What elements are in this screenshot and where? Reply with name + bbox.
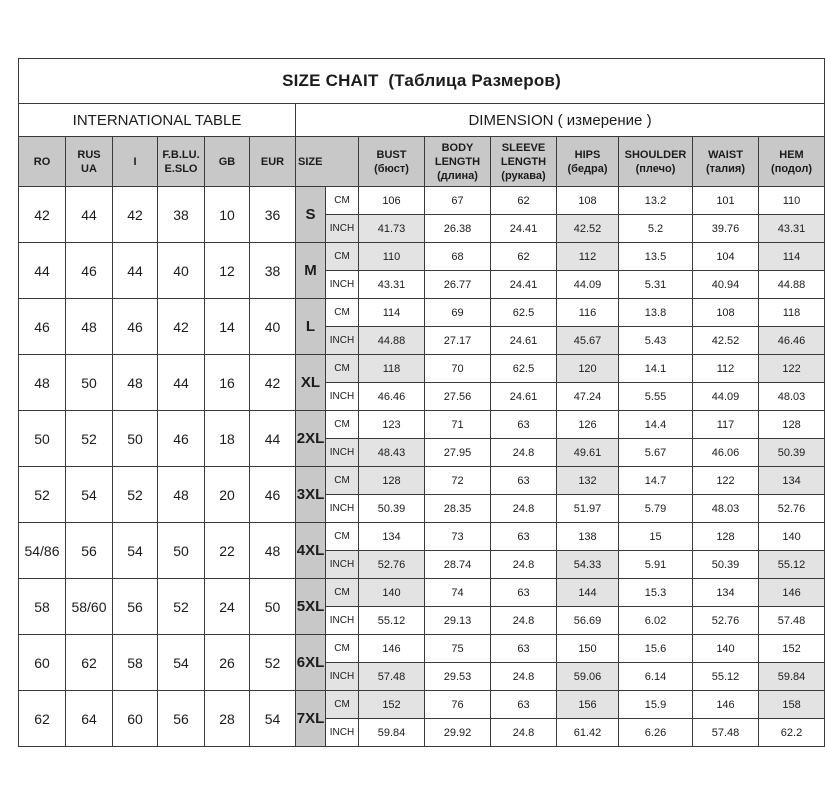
unit-label-inch: INCH [326, 327, 359, 355]
dimension-column-header-line: HEM [779, 148, 804, 161]
dimension-column-header-line: (талия) [706, 162, 745, 175]
intl-size-cell: 52 [19, 467, 66, 523]
intl-size-cell: 54 [66, 467, 113, 523]
cm-value-cell: 138 [557, 523, 619, 551]
inch-value-cell: 29.13 [425, 607, 491, 635]
size-label: M [296, 243, 326, 299]
cm-value-cell: 114 [359, 299, 425, 327]
dimension-column-header [491, 137, 557, 187]
cm-value-cell: 120 [557, 355, 619, 383]
unit-label-cm: CM [326, 243, 359, 271]
cm-value-cell: 13.2 [619, 187, 693, 215]
cm-value-cell: 140 [759, 523, 825, 551]
intl-size-cell: 28 [205, 691, 250, 747]
inch-value-cell: 29.53 [425, 663, 491, 691]
unit-label-cm: CM [326, 523, 359, 551]
intl-size-cell: 52 [158, 579, 205, 635]
intl-size-cell: 56 [158, 691, 205, 747]
cm-value-cell: 67 [425, 187, 491, 215]
cm-value-cell: 152 [359, 691, 425, 719]
size-label: 6XL [296, 635, 326, 691]
inch-value-cell: 24.8 [491, 719, 557, 747]
inch-value-cell: 5.67 [619, 439, 693, 467]
inch-value-cell: 24.41 [491, 215, 557, 243]
size-label: S [296, 187, 326, 243]
unit-label-cm: CM [326, 299, 359, 327]
cm-value-cell: 108 [557, 187, 619, 215]
cm-value-cell: 68 [425, 243, 491, 271]
unit-label-inch: INCH [326, 551, 359, 579]
intl-size-cell: 18 [205, 411, 250, 467]
inch-value-cell: 24.41 [491, 271, 557, 299]
cm-value-cell: 72 [425, 467, 491, 495]
inch-value-cell: 52.76 [359, 551, 425, 579]
cm-value-cell: 63 [491, 467, 557, 495]
dimension-column-header-line: BUST [376, 148, 407, 161]
dimension-column-header-line: LENGTH [500, 155, 547, 168]
table-row [19, 355, 825, 383]
cm-value-cell: 14.1 [619, 355, 693, 383]
table-row [19, 299, 825, 327]
intl-size-cell: 12 [205, 243, 250, 299]
chart-title-sub: (Таблица Размеров) [388, 71, 561, 90]
intl-size-cell: 44 [113, 243, 158, 299]
intl-column-header-line: I [133, 155, 137, 168]
intl-size-cell: 44 [250, 411, 296, 467]
chart-title [19, 59, 825, 104]
inch-value-cell: 43.31 [759, 215, 825, 243]
size-label: 5XL [296, 579, 326, 635]
intl-size-cell: 52 [113, 467, 158, 523]
table-row [19, 691, 825, 719]
inch-value-cell: 59.84 [359, 719, 425, 747]
cm-value-cell: 158 [759, 691, 825, 719]
inch-value-cell: 5.55 [619, 383, 693, 411]
inch-value-cell: 29.92 [425, 719, 491, 747]
table-row [19, 467, 825, 495]
intl-size-cell: 48 [66, 299, 113, 355]
unit-label-inch: INCH [326, 495, 359, 523]
unit-label-inch: INCH [326, 383, 359, 411]
inch-value-cell: 6.26 [619, 719, 693, 747]
inch-value-cell: 24.8 [491, 439, 557, 467]
unit-label-cm: CM [326, 467, 359, 495]
intl-size-cell: 60 [19, 635, 66, 691]
cm-value-cell: 108 [693, 299, 759, 327]
intl-size-cell: 50 [250, 579, 296, 635]
inch-value-cell: 59.06 [557, 663, 619, 691]
intl-size-cell: 56 [66, 523, 113, 579]
inch-value-cell: 5.91 [619, 551, 693, 579]
intl-size-cell: 38 [158, 187, 205, 243]
inch-value-cell: 56.69 [557, 607, 619, 635]
size-chart [18, 58, 812, 747]
cm-value-cell: 126 [557, 411, 619, 439]
inch-value-cell: 48.03 [759, 383, 825, 411]
intl-size-cell: 38 [250, 243, 296, 299]
inch-value-cell: 44.09 [557, 271, 619, 299]
intl-size-cell: 20 [205, 467, 250, 523]
inch-value-cell: 50.39 [693, 551, 759, 579]
intl-size-cell: 46 [66, 243, 113, 299]
cm-value-cell: 112 [557, 243, 619, 271]
unit-label-cm: CM [326, 411, 359, 439]
intl-column-header [205, 137, 250, 187]
dimension-column-header-line: SLEEVE [501, 141, 546, 154]
intl-size-cell: 16 [205, 355, 250, 411]
inch-value-cell: 27.95 [425, 439, 491, 467]
cm-value-cell: 101 [693, 187, 759, 215]
inch-value-cell: 24.8 [491, 495, 557, 523]
cm-value-cell: 117 [693, 411, 759, 439]
intl-column-header-line: GB [218, 155, 236, 168]
inch-value-cell: 5.31 [619, 271, 693, 299]
dimension-column-header-line: BODY [441, 141, 474, 154]
cm-value-cell: 62 [491, 187, 557, 215]
cm-value-cell: 112 [693, 355, 759, 383]
cm-value-cell: 146 [693, 691, 759, 719]
cm-value-cell: 74 [425, 579, 491, 607]
intl-column-header [250, 137, 296, 187]
inch-value-cell: 6.02 [619, 607, 693, 635]
unit-label-inch: INCH [326, 215, 359, 243]
intl-size-cell: 50 [158, 523, 205, 579]
dimension-column-header-line: (подол) [771, 162, 812, 175]
intl-size-cell: 46 [113, 299, 158, 355]
size-column-header: SIZE [296, 137, 359, 187]
cm-value-cell: 14.7 [619, 467, 693, 495]
intl-size-cell: 48 [113, 355, 158, 411]
intl-size-cell: 58/60 [66, 579, 113, 635]
intl-size-cell: 54 [250, 691, 296, 747]
intl-size-cell: 50 [19, 411, 66, 467]
unit-label-cm: CM [326, 187, 359, 215]
intl-size-cell: 54 [158, 635, 205, 691]
inch-value-cell: 52.76 [759, 495, 825, 523]
cm-value-cell: 62 [491, 243, 557, 271]
cm-value-cell: 76 [425, 691, 491, 719]
unit-label-inch: INCH [326, 663, 359, 691]
chart-title-main: SIZE CHAIT [282, 71, 379, 90]
intl-size-cell: 46 [158, 411, 205, 467]
intl-column-header [158, 137, 205, 187]
cm-value-cell: 62.5 [491, 355, 557, 383]
size-label: L [296, 299, 326, 355]
inch-value-cell: 46.46 [359, 383, 425, 411]
intl-column-header-line: UA [81, 162, 97, 175]
inch-value-cell: 48.43 [359, 439, 425, 467]
inch-value-cell: 46.06 [693, 439, 759, 467]
cm-value-cell: 63 [491, 691, 557, 719]
inch-value-cell: 24.8 [491, 663, 557, 691]
inch-value-cell: 26.38 [425, 215, 491, 243]
intl-size-cell: 64 [66, 691, 113, 747]
intl-size-cell: 50 [66, 355, 113, 411]
cm-value-cell: 122 [759, 355, 825, 383]
inch-value-cell: 24.61 [491, 327, 557, 355]
intl-column-header-line: RUS [77, 148, 101, 161]
table-row [19, 579, 825, 607]
cm-value-cell: 116 [557, 299, 619, 327]
inch-value-cell: 48.03 [693, 495, 759, 523]
cm-value-cell: 146 [359, 635, 425, 663]
inch-value-cell: 39.76 [693, 215, 759, 243]
inch-value-cell: 41.73 [359, 215, 425, 243]
intl-size-cell: 42 [19, 187, 66, 243]
intl-size-cell: 24 [205, 579, 250, 635]
cm-value-cell: 13.5 [619, 243, 693, 271]
inch-value-cell: 28.35 [425, 495, 491, 523]
intl-column-header-line: RO [33, 155, 51, 168]
inch-value-cell: 6.14 [619, 663, 693, 691]
cm-value-cell: 110 [359, 243, 425, 271]
inch-value-cell: 5.43 [619, 327, 693, 355]
inch-value-cell: 28.74 [425, 551, 491, 579]
inch-value-cell: 5.2 [619, 215, 693, 243]
cm-value-cell: 63 [491, 579, 557, 607]
cm-value-cell: 134 [359, 523, 425, 551]
inch-value-cell: 45.67 [557, 327, 619, 355]
dimension-column-header [425, 137, 491, 187]
dimension-column-header-line: LENGTH [434, 155, 481, 168]
cm-value-cell: 152 [759, 635, 825, 663]
unit-label-inch: INCH [326, 719, 359, 747]
size-label: XL [296, 355, 326, 411]
inch-value-cell: 44.09 [693, 383, 759, 411]
inch-value-cell: 27.56 [425, 383, 491, 411]
intl-size-cell: 14 [205, 299, 250, 355]
inch-value-cell: 26.77 [425, 271, 491, 299]
intl-size-cell: 62 [66, 635, 113, 691]
unit-label-cm: CM [326, 579, 359, 607]
intl-size-cell: 26 [205, 635, 250, 691]
inch-value-cell: 50.39 [359, 495, 425, 523]
cm-value-cell: 123 [359, 411, 425, 439]
intl-size-cell: 60 [113, 691, 158, 747]
inch-value-cell: 57.48 [693, 719, 759, 747]
intl-size-cell: 36 [250, 187, 296, 243]
inch-value-cell: 54.33 [557, 551, 619, 579]
cm-value-cell: 71 [425, 411, 491, 439]
table-row [19, 411, 825, 439]
cm-value-cell: 70 [425, 355, 491, 383]
inch-value-cell: 46.46 [759, 327, 825, 355]
size-label: 2XL [296, 411, 326, 467]
inch-value-cell: 42.52 [693, 327, 759, 355]
intl-size-cell: 54/86 [19, 523, 66, 579]
inch-value-cell: 24.61 [491, 383, 557, 411]
intl-size-cell: 52 [250, 635, 296, 691]
inch-value-cell: 40.94 [693, 271, 759, 299]
cm-value-cell: 132 [557, 467, 619, 495]
inch-value-cell: 57.48 [759, 607, 825, 635]
cm-value-cell: 128 [359, 467, 425, 495]
dimension-column-header [359, 137, 425, 187]
cm-value-cell: 122 [693, 467, 759, 495]
intl-size-cell: 52 [66, 411, 113, 467]
cm-value-cell: 118 [359, 355, 425, 383]
unit-label-inch: INCH [326, 271, 359, 299]
table-row [19, 187, 825, 215]
intl-column-header [66, 137, 113, 187]
unit-label-inch: INCH [326, 439, 359, 467]
cm-value-cell: 128 [759, 411, 825, 439]
cm-value-cell: 110 [759, 187, 825, 215]
intl-size-cell: 54 [113, 523, 158, 579]
intl-size-cell: 44 [158, 355, 205, 411]
inch-value-cell: 62.2 [759, 719, 825, 747]
intl-size-cell: 48 [158, 467, 205, 523]
inch-value-cell: 52.76 [693, 607, 759, 635]
inch-value-cell: 42.52 [557, 215, 619, 243]
intl-size-cell: 40 [158, 243, 205, 299]
dimension-column-header [759, 137, 825, 187]
cm-value-cell: 144 [557, 579, 619, 607]
inch-value-cell: 61.42 [557, 719, 619, 747]
inch-value-cell: 5.79 [619, 495, 693, 523]
cm-value-cell: 134 [759, 467, 825, 495]
inch-value-cell: 24.8 [491, 551, 557, 579]
cm-value-cell: 63 [491, 635, 557, 663]
intl-column-header-line: EUR [260, 155, 285, 168]
dimension-column-header-line: WAIST [708, 148, 743, 161]
inch-value-cell: 24.8 [491, 607, 557, 635]
intl-size-cell: 42 [113, 187, 158, 243]
cm-value-cell: 69 [425, 299, 491, 327]
intl-size-cell: 40 [250, 299, 296, 355]
unit-label-cm: CM [326, 691, 359, 719]
cm-value-cell: 134 [693, 579, 759, 607]
cm-value-cell: 63 [491, 411, 557, 439]
intl-size-cell: 42 [158, 299, 205, 355]
size-label: 7XL [296, 691, 326, 747]
inch-value-cell: 44.88 [359, 327, 425, 355]
intl-size-cell: 22 [205, 523, 250, 579]
inch-value-cell: 49.61 [557, 439, 619, 467]
dimension-column-header-line: HIPS [574, 148, 601, 161]
table-row [19, 243, 825, 271]
cm-value-cell: 118 [759, 299, 825, 327]
intl-column-header [19, 137, 66, 187]
dimension-column-header [557, 137, 619, 187]
dimension-column-header [619, 137, 693, 187]
cm-value-cell: 63 [491, 523, 557, 551]
size-label: 3XL [296, 467, 326, 523]
intl-size-cell: 58 [113, 635, 158, 691]
cm-value-cell: 15.6 [619, 635, 693, 663]
inch-value-cell: 55.12 [759, 551, 825, 579]
dimension-heading-main: DIMENSION [468, 111, 554, 129]
intl-size-cell: 42 [250, 355, 296, 411]
inch-value-cell: 55.12 [359, 607, 425, 635]
cm-value-cell: 14.4 [619, 411, 693, 439]
cm-value-cell: 15 [619, 523, 693, 551]
cm-value-cell: 114 [759, 243, 825, 271]
inch-value-cell: 43.31 [359, 271, 425, 299]
intl-column-header-line: E.SLO [164, 162, 198, 175]
inch-value-cell: 57.48 [359, 663, 425, 691]
cm-value-cell: 15.9 [619, 691, 693, 719]
table-row [19, 635, 825, 663]
cm-value-cell: 150 [557, 635, 619, 663]
intl-size-cell: 48 [19, 355, 66, 411]
dimension-column-header-line: (бюст) [374, 162, 409, 175]
inch-value-cell: 47.24 [557, 383, 619, 411]
cm-value-cell: 13.8 [619, 299, 693, 327]
cm-value-cell: 106 [359, 187, 425, 215]
intl-size-cell: 46 [250, 467, 296, 523]
intl-column-header [113, 137, 158, 187]
intl-size-cell: 56 [113, 579, 158, 635]
cm-value-cell: 75 [425, 635, 491, 663]
dimension-column-header-line: (длина) [437, 169, 478, 182]
unit-label-cm: CM [326, 355, 359, 383]
cm-value-cell: 128 [693, 523, 759, 551]
dimension-heading-sub: ( измерение ) [557, 111, 652, 129]
dimension-column-header-line: (плечо) [635, 162, 676, 175]
inch-value-cell: 51.97 [557, 495, 619, 523]
intl-size-cell: 46 [19, 299, 66, 355]
intl-column-header-line: F.B.LU. [162, 148, 200, 161]
cm-value-cell: 73 [425, 523, 491, 551]
cm-value-cell: 62.5 [491, 299, 557, 327]
intl-size-cell: 62 [19, 691, 66, 747]
inch-value-cell: 59.84 [759, 663, 825, 691]
intl-size-cell: 10 [205, 187, 250, 243]
dimension-column-header-line: (бедра) [567, 162, 608, 175]
inch-value-cell: 50.39 [759, 439, 825, 467]
cm-value-cell: 104 [693, 243, 759, 271]
dimension-column-header-line: SHOULDER [624, 148, 687, 161]
dimension-column-header-line: (рукава) [501, 169, 546, 182]
inch-value-cell: 44.88 [759, 271, 825, 299]
cm-value-cell: 140 [693, 635, 759, 663]
inch-value-cell: 55.12 [693, 663, 759, 691]
inch-value-cell: 27.17 [425, 327, 491, 355]
intl-size-cell: 50 [113, 411, 158, 467]
size-label: 4XL [296, 523, 326, 579]
cm-value-cell: 140 [359, 579, 425, 607]
intl-size-cell: 44 [19, 243, 66, 299]
table-row [19, 523, 825, 551]
dimension-heading [296, 104, 825, 137]
size-chart-table [18, 58, 825, 747]
cm-value-cell: 15.3 [619, 579, 693, 607]
international-table-heading: INTERNATIONAL TABLE [19, 104, 296, 137]
intl-size-cell: 48 [250, 523, 296, 579]
unit-label-cm: CM [326, 635, 359, 663]
intl-size-cell: 58 [19, 579, 66, 635]
dimension-column-header [693, 137, 759, 187]
unit-label-inch: INCH [326, 607, 359, 635]
cm-value-cell: 146 [759, 579, 825, 607]
intl-size-cell: 44 [66, 187, 113, 243]
cm-value-cell: 156 [557, 691, 619, 719]
